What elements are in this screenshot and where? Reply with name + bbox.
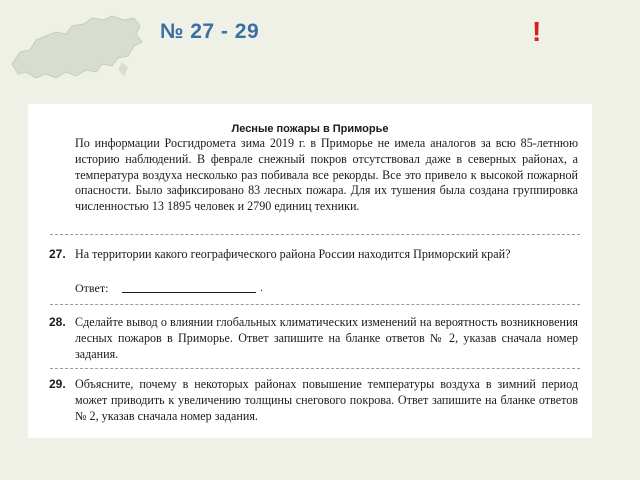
answer-label: Ответ: xyxy=(75,281,109,295)
divider xyxy=(50,234,580,235)
text-title: Лесные пожары в Приморье xyxy=(231,123,389,135)
document-page xyxy=(28,104,592,438)
answer-end-mark: . xyxy=(260,280,263,294)
divider xyxy=(50,304,580,305)
question-29-number: 29. xyxy=(49,377,66,391)
question-29-text: Объясните, почему в некоторых районах повышение температуры воздуха в зимний период может приводить к увеличению толщины снегового покрова. Ответ запишите на бланке ответов № 2, указав сначала номер задания. xyxy=(75,377,578,423)
slide-title: № 27 - 29 xyxy=(160,20,260,43)
question-27-number: 27. xyxy=(49,247,66,261)
russia-map-icon xyxy=(6,6,146,94)
question-28-text: Сделайте вывод о влиянии глобальных климатических изменений на вероятность возникновения лесных пожаров в Приморье. Ответ запишите на бланке ответов № 2, указав сначала номер задания. xyxy=(75,315,578,361)
question-28-number: 28. xyxy=(49,315,66,329)
passage-text: По информации Росгидромета зима 2019 г. в Приморье не имела аналогов за всю 85-летнюю историю наблюдений. В феврале снежный покров отсутствовал даже в северных районах, а температура воздуха несколько раз побивала все рекорды. Все это привело к высокой пожарной опасности. Было зафиксировано 83 лесных пожара. Для их тушения была создана группировка численностью 13 1895 человек и 2790 единиц техники. xyxy=(75,136,578,214)
question-27-text: На территории какого географического района России находится Приморский край? xyxy=(75,247,511,261)
answer-field-line xyxy=(122,292,256,293)
alert-mark: ! xyxy=(532,16,542,47)
divider xyxy=(50,368,580,369)
